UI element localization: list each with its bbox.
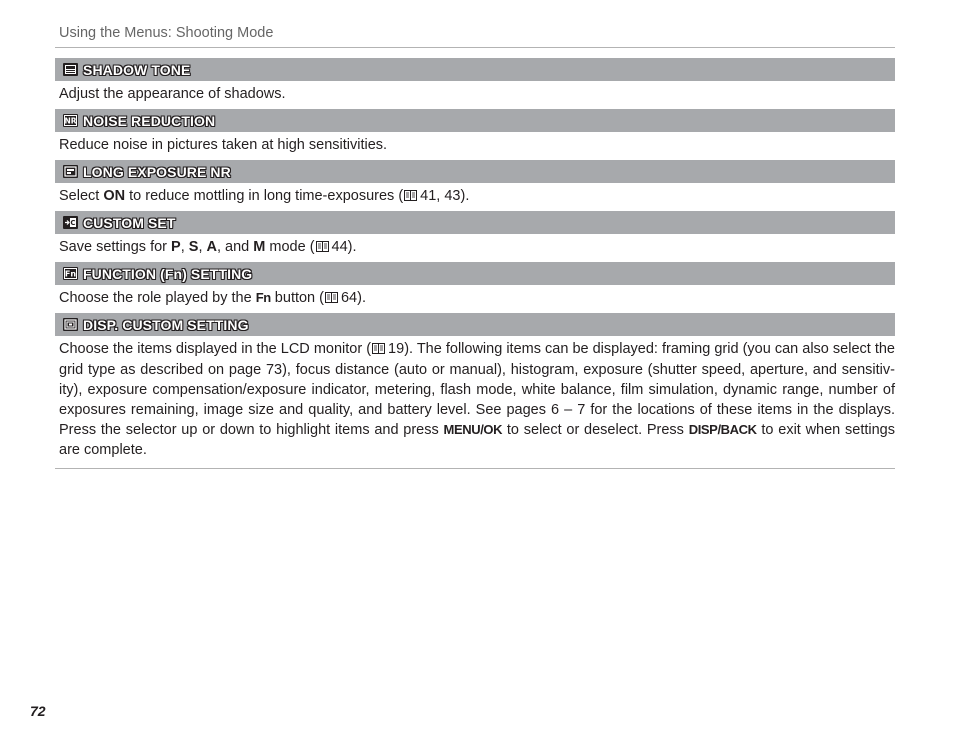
book-icon (325, 289, 338, 309)
section-title: DISP. CUSTOM SETTING (83, 316, 249, 333)
fn-icon (63, 267, 78, 280)
book-icon (372, 340, 385, 360)
page-number: 72 (30, 703, 46, 719)
sections (55, 58, 895, 469)
disp-custom-icon (63, 318, 78, 331)
svg-text:NR: NR (64, 116, 77, 126)
section-header-noise-reduction (55, 109, 895, 132)
section-header-long-exposure-nr (55, 160, 895, 183)
section-text: Select ON to reduce mottling in long time-exposures ( 41, 43). (55, 183, 895, 211)
section-title: LONG EXPOSURE NR (83, 163, 231, 180)
section-header-custom-set (55, 211, 895, 234)
section-title: NOISE REDUCTION (83, 112, 216, 129)
section-header-disp-custom-setting (55, 313, 895, 336)
shadow-tone-icon (63, 63, 78, 76)
section-end-rule (55, 468, 895, 469)
book-icon (404, 187, 417, 207)
section-title: FUNCTION (Fn) SETTING (83, 265, 253, 282)
section-text: Choose the items displayed in the LCD monitor ( 19). The following items can be displayed: framing grid (you can also select the grid type as described on page 73), focus distance (auto or manual), histogram, exposure (shutter speed, aperture, and sensitivity), exposure compensation/exposure indicator, metering, flash mode, white balance, film simulation, dynamic range, number of exposures remaining, image size and quality, and battery level. See pages 6 – 7 for the locations of these items in the displays. Press the selector up or down to highlight items and press MENU/OK to select or deselect. Press DISP/BACK to exit when settings are complete. (59, 341, 895, 458)
long-exposure-icon (63, 165, 78, 178)
running-header: Using the Menus: Shooting Mode (59, 25, 274, 41)
custom-set-icon (63, 216, 78, 229)
nr-icon (63, 114, 78, 127)
svg-text:C: C (70, 219, 76, 228)
section-text: Choose the role played by the Fn button ( 64). (55, 285, 895, 313)
book-icon (316, 238, 329, 258)
section-title: SHADOW TONE (83, 61, 191, 78)
section-header-shadow-tone (55, 58, 895, 81)
section-header-function-setting (55, 262, 895, 285)
header-rule (55, 47, 895, 48)
section-title: CUSTOM SET (83, 214, 176, 231)
section-text: Save settings for P, S, A, and M mode ( 44). (55, 234, 895, 262)
svg-text:Fn: Fn (64, 269, 77, 279)
section-text: Reduce noise in pictures taken at high sensitivities. (59, 137, 388, 153)
section-text: Adjust the appearance of shadows. (59, 86, 286, 102)
